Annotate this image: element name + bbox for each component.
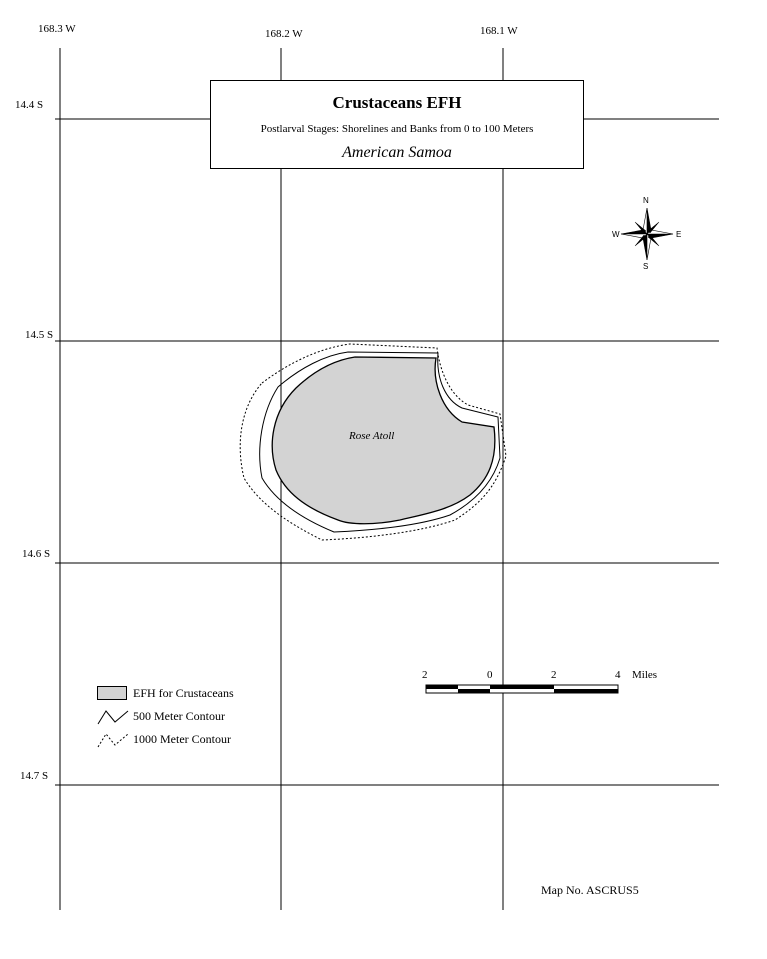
legend-efh-label: EFH for Crustaceans: [133, 686, 234, 700]
compass-east-label: E: [676, 230, 682, 239]
longitude-label-168-2: 168.2 W: [265, 28, 303, 40]
scale-bar-segment-2: [458, 689, 490, 693]
compass-south-label: S: [643, 262, 649, 271]
latitude-label-14-5: 14.5 S: [25, 329, 54, 341]
compass-rose: [621, 208, 673, 260]
map-title: Crustaceans EFH: [332, 93, 462, 112]
scale-bar-segment-3: [490, 685, 554, 689]
title-box: [210, 80, 584, 169]
scale-label-2-left: 2: [422, 669, 428, 681]
island-label: Rose Atoll: [349, 430, 395, 442]
scale-bar: [426, 685, 618, 693]
legend-500m-swatch: [97, 709, 129, 725]
longitude-label-168-1: 168.1 W: [480, 25, 518, 37]
map-number: Map No. ASCRUS5: [541, 883, 639, 897]
compass-north-label: N: [643, 196, 649, 205]
map-region: American Samoa: [342, 144, 452, 161]
map-subtitle: Postlarval Stages: Shorelines and Banks from 0 to 100 Meters: [260, 123, 534, 135]
scale-label-2-right: 2: [551, 669, 557, 681]
scale-label-0: 0: [487, 669, 493, 681]
latitude-label-14-7: 14.7 S: [20, 770, 49, 782]
longitude-label-168-3: 168.3 W: [38, 23, 76, 35]
scale-bar-segment-1: [426, 685, 458, 689]
compass-west-label: W: [612, 230, 620, 239]
scale-unit-label: Miles: [632, 669, 658, 681]
legend-1000m-label: 1000 Meter Contour: [133, 732, 231, 746]
legend-efh-swatch: [97, 686, 127, 700]
latitude-label-14-6: 14.6 S: [22, 548, 51, 560]
scale-bar-segment-4: [554, 689, 618, 693]
legend-1000m-swatch: [97, 732, 129, 748]
legend-500m-label: 500 Meter Contour: [133, 709, 225, 723]
scale-label-4: 4: [615, 669, 621, 681]
latitude-label-14-4: 14.4 S: [15, 99, 44, 111]
